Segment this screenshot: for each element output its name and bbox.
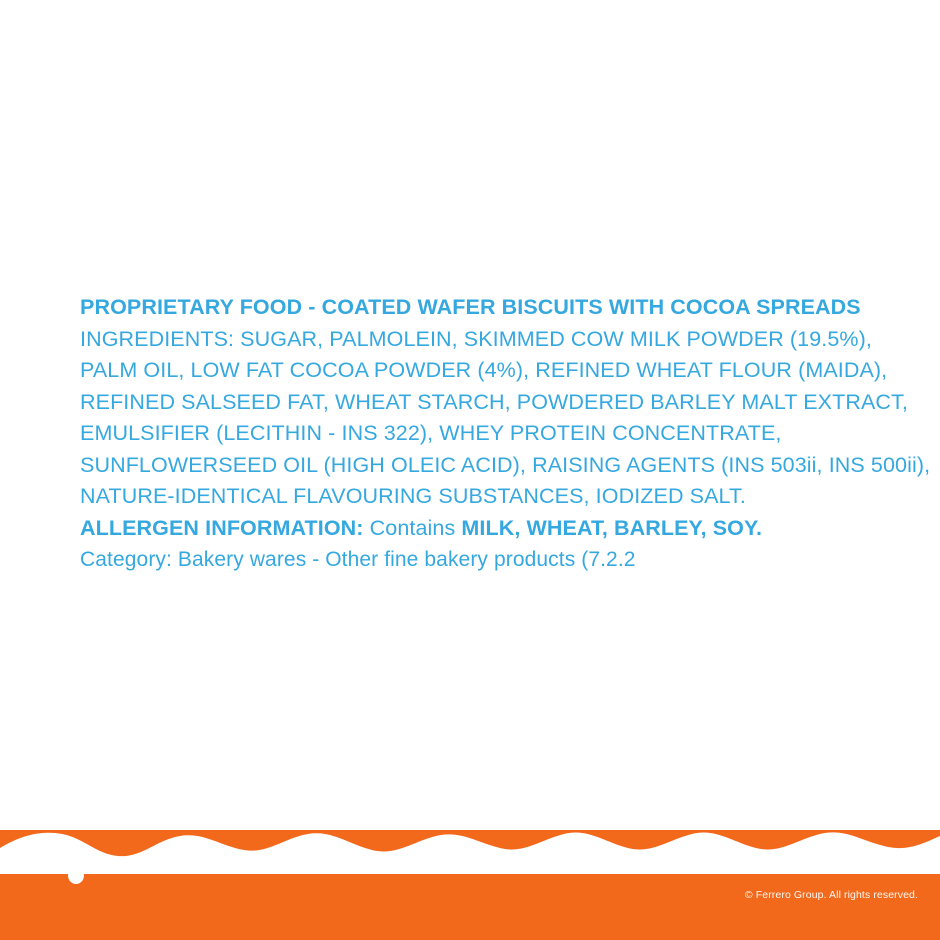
ingredients-line-6: NATURE-IDENTICAL FLAVOURING SUBSTANCES, IODIZED SALT. [80,484,746,508]
allergen-label: ALLERGEN INFORMATION: [80,515,364,540]
copyright-text: © Ferrero Group. All rights reserved. [744,889,918,901]
product-heading: PROPRIETARY FOOD - COATED WAFER BISCUITS WITH COCOA SPREADS [80,295,861,319]
ingredients-line-2: PALM OIL, LOW FAT COCOA POWDER (4%), REFINED WHEAT FLOUR (MAIDA), [80,358,888,382]
bottom-orange-band [0,830,940,940]
ingredients-line-5: SUNFLOWERSEED OIL (HIGH OLEIC ACID), RAISING AGENTS (INS 503ii, INS 500ii), [80,452,931,477]
ingredients-line-3: REFINED SALSEED FAT, WHEAT STARCH, POWDERED BARLEY MALT EXTRACT, [80,389,908,414]
ingredients-line-4: EMULSIFIER (LECITHIN - INS 322), WHEY PROTEIN CONCENTRATE, [80,421,782,445]
category-line: Category: Bakery wares - Other fine bakery products (7.2.2 [80,548,636,571]
allergen-information-line [80,513,880,545]
ingredients-line-1: INGREDIENTS: SUGAR, PALMOLEIN, SKIMMED COW MILK POWDER (19.5%), [80,326,872,351]
allergen-list: MILK, WHEAT, BARLEY, SOY. [461,515,763,540]
ingredients-label-block [80,292,931,576]
milk-drop-icon [68,858,84,884]
wave-edge-icon [0,830,940,874]
allergen-contains-text: Contains [369,515,456,540]
